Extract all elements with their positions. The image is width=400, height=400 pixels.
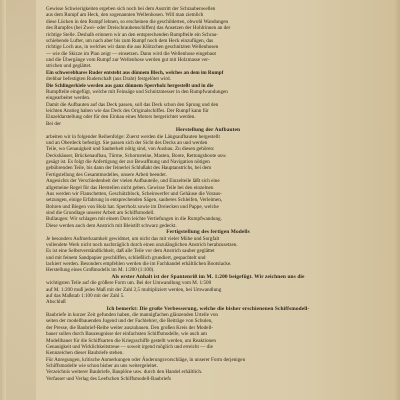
section-heading: Fertigstellung des fertigen Modells [166,229,250,236]
section-heading: Als erster Anhalt ist der Spantenriß im M. 1:200 beigefügt. Wir zeichnen uns die [111,273,305,280]
text-line: Einzeldarstellung oder für den Einbau eines Motors hergerichtet werden. [46,114,196,121]
text-line: Modellbauer für die Schiffsarten die Kriegsschiffe gestellt werden, um Reaktionen [46,337,216,344]
text-line: der Presse, die Baubrief-Reihe weiter auszubauen. Den großen Kreis der Modell- [46,324,214,331]
text-line: und an Oberdeck befestigt. Sie passen sich der Sicht des Decks an und werden [46,139,208,146]
text-line: Gewisse Schwierigkeiten ergeben sich noch bei dem Austritt der Schraubenwellen [46,6,216,12]
text-line: Die Schlingerkiele werden aus ganz dünnem Sperrholz hergestellt und in die [46,82,214,89]
text-line: Baubriefe in kurzer Zeit gefunden haben, die mannigfachen glänzenden Urteile von [46,312,218,318]
text-line: und die Übergänge vom Rumpf zur Wellenhose werden gut mit Holzmasse ver- [46,57,210,63]
text-line: Angesichts der Verschiedenheit der vielen Aufbauteile, und Einzelteile läßt sich eine [46,178,220,185]
text-line: Genauigkeit und Wirklichkeitstreue — soweit irgend möglich und erreicht — die [46,343,213,350]
text-line: auf M. 1:200 muß jedes Maß mit der Zahl 2,5 multipliziert werden, bei Umwandlung [46,286,222,293]
text-line: Bullaugen: Wir schlagen mit einem Dorn leichte Vertiefungen in die Rumpfwandung. [46,216,222,223]
text-line: allgemeine Regel für das Herstellen nicht geben. Gewisse Teile bei den einzelnen [46,184,214,191]
text-line: Diese werden auch dem Anstrich mit Bleistift schwarz gedeckt. [46,222,177,229]
text-line: Bohren und Biegen von Holz hat. Sperrholz sowie im Dreiecken und Pappe, welche [46,203,219,210]
paper-stain [6,0,36,400]
text-line: leichten Anstieg haben wie das Deck des Originalschiffes. Der Rumpf kann für [46,108,209,114]
text-line: Abschluß [46,299,66,306]
text-line: richtige Stelle. Deshalb erinnern wir an den entsprechenden Rumpfteile ein Schrau- [46,31,219,38]
text-line: Aus werden wir Flanschetten, Geschützblock, Scheinwerfer und Gehäuse die Voraus- [46,190,222,197]
text-line: Kennzeichen dieser Baubriefe stehen. [46,350,124,357]
text-line: eingearbeitet werden. [46,95,91,102]
text-line: Je besonders Aufmerksamkeit gewidmet, um nicht das mit vieler Mühe und Sorgfalt [46,235,220,242]
text-line: aus dem Rumpf am Heck, den sogenannten Wellenhosen. Will man ziemlich [46,12,204,19]
text-line: Ein schwerebhares Ruder entsteht aus dünnem Blech, welches an dem im Rumpf [46,69,224,76]
text-line: setzungen, einige Erfahrung in entsprechenden Sägen, sauberes Schleifen, Verleimen, [46,197,223,204]
text-line: und mit feinem Sandpapier geschliffen, schließlich grundiert, gespachtelt und [46,254,206,261]
text-line: sind die Grundlage unserer Arbeit am Schiffsmodell. [46,210,155,216]
section-heading: Herstellung der Aufbauten [175,127,241,134]
text-line: Verzeichnis weiterer Baubriefe, Bauplöne usw. durch den Handel erhältlich. [46,369,203,376]
text-line: gesägt ist. Es folgt die Anfertigung der zur Bewaffnung und Navigation nötigen [46,159,210,165]
text-line: Bei der [46,120,61,127]
text-line: diese Lücken in den Rumpf lehnen, so erscheinen die geschilderten, obwohl Wandungen [46,18,229,25]
section-heading: Ich bemerkt: Die große Verbesserung, welche die bisher erschienenen Schiffsmodell- [106,305,310,312]
text-line: auf das Maßstab 1:100 mit der Zahl 5. [46,292,125,299]
text-line: Für Anregungen, kritische Anmerkungen oder Änderungsvorschläge, in unserer Form derjenigen [46,356,246,363]
text-line: richtige Loch aus, in welches wir dann die aus Klötzchen geschnitzten Wellenhosen [46,44,219,51]
text-line: vollendete Werk nicht noch nachträglich durch einen unzulänglichen Anstrich herabzusetzen. [46,241,238,248]
text-line: des Rumpfes (bei Zwei- oder Dreischraubenschiffen) das Ansetzen der Hohlrinnen an der [46,25,231,32]
text-line: — wie die Skizze im Plan zeigt — einsetzen. Dann wird die Wellenhose eingebaut [46,50,216,57]
text-line: lackiert werden. Besonders empfehlen werden die im Fachhandel erhältlichen Bootslacke. [46,261,232,267]
text-line: strichen und geglättet. [46,63,92,70]
text-line: Damit die Aufbauten auf das Deck passen, soll das Deck schon den Sprung und den [46,101,219,108]
text-line: schiebende Lufter, um nach aber bis zum Rumpf noch dem Heck einzufügen, das [46,37,214,44]
text-line: Fertigstellung des Gesamtmodelles, unsere Arbeit beendet. [46,171,167,178]
text-line: bauer sollen durch Bauzeugnisse der einfachsten Schiffsmodelle, wie auch am [46,331,207,338]
text-line: Verfasser und Verlag des Leefschen Schiffsmodell-Baubriefs [46,375,171,382]
text-line: drehbar befestigten Ruderschaft (aus Draht) festgelötet wird. [46,76,171,83]
text-line: gebührenden Teile, bis dann der feinerlei Schlußakt des Hauptanstrichs, bei dem [46,165,212,172]
text-line: Teile, wo Genauigkeit und Sauberkeit nötig sind, von Ausbau. Zu diesen gehören: [46,146,215,153]
text-line: seiten der modellbauenden Jugend und der Fachlehrer, die Beiträge von Schulen, [46,318,213,325]
text-line: arbeiten wir in folgender Reihenfolge: Zuerst werden die Längsaufbauten hergestellt [46,133,220,140]
text-line: wichtigsten Teile auf die größere Form um. Bei der Umwandlung vom M. 1:500 [46,280,212,287]
document-body [46,6,370,382]
text-line: Rumpfteile eingefügt, welche mit Feinsäge und Schnitzmesser in den Rumpfwandungen [46,88,228,95]
text-line: Deckshäuser, Brückenaufbau, Türme, Schornsteine, Masten, Boote, Rettungsboote usw. [46,152,227,159]
text-line: Herstellung eines Großmodells im M. 1:200 (1:100). [46,267,155,274]
text-line: Es ist eine Selbstverständlichkeit, daß alle Teile vor dem Anstrich sauber geglättet [46,248,215,255]
text-line: Schiffsmodelle wie schon bisher an uns weitergeleitet. [46,363,158,369]
